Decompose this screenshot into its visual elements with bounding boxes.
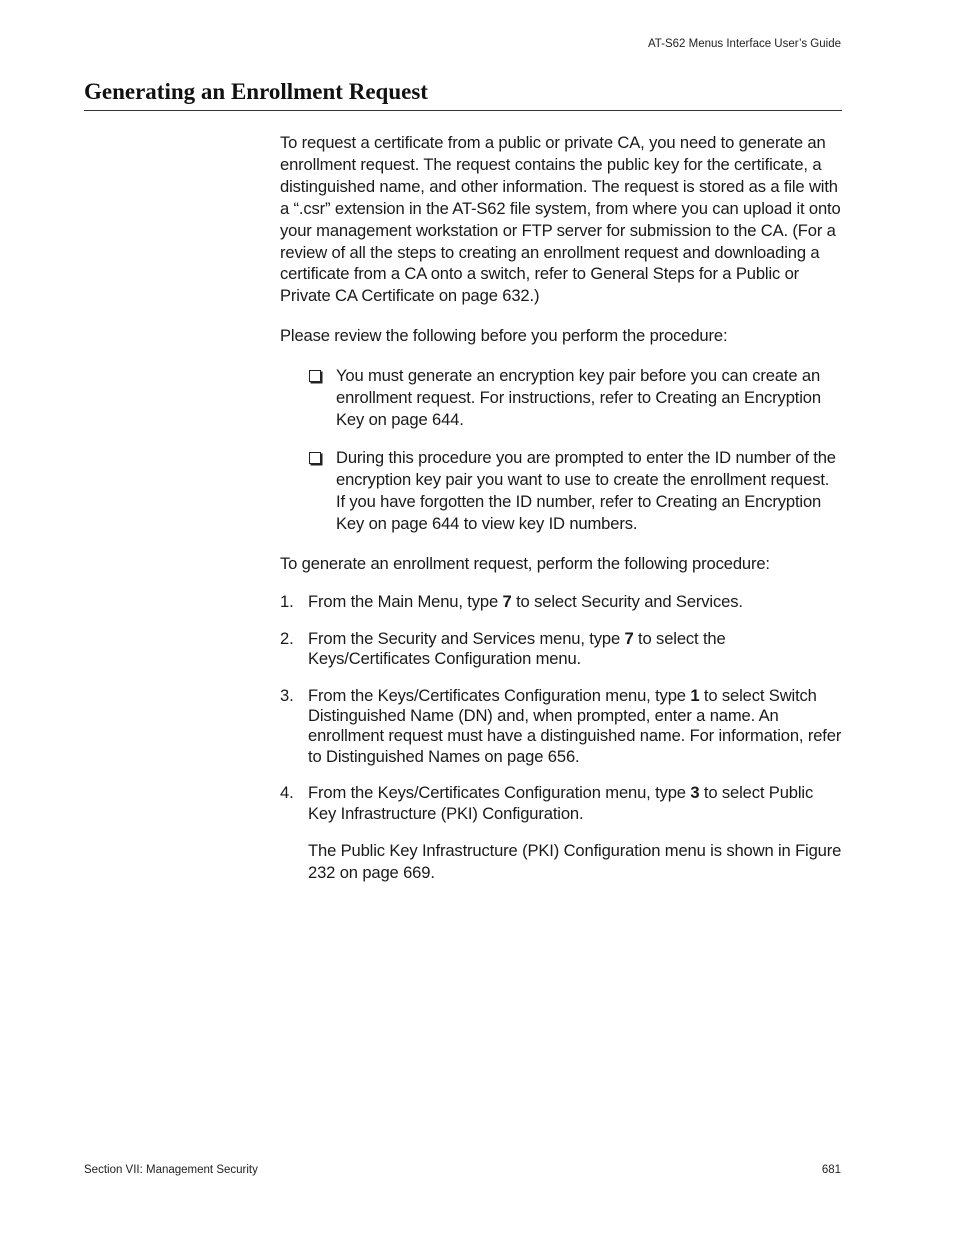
review-lead: Please review the following before you perform the procedure: — [280, 326, 728, 346]
prerequisite-item — [280, 365, 842, 431]
step-number: 3. — [280, 685, 294, 705]
prerequisite-item — [280, 447, 842, 535]
step-text: to select the Keys/Certificates Configuration menu. — [308, 628, 726, 669]
step-text: to select Security and Services. — [511, 592, 743, 612]
prerequisite-list — [280, 365, 842, 534]
checkbox-bullet-icon — [309, 452, 321, 464]
step-number: 1. — [280, 592, 294, 612]
procedure-step — [280, 686, 842, 768]
step-text: to select Public Key Infrastructure (PKI) Configuration. — [308, 783, 814, 823]
procedure-step — [280, 783, 842, 824]
step-key: 3 — [690, 783, 700, 803]
intro-paragraph: To request a certificate from a public or private CA, you need to generate an enrollment request. The request contains the public key for the certificate, a distinguished name, and other information. The request is stored as a file with a “.csr” extension in the AT-S62 file system, from where you can upload it onto your management workstation or FTP server for submission to the CA. (For a review of all the steps to creating an enrollment request and downloading a certificate from a CA onto a switch, refer to General Steps for a Public or Private CA Certificate on page 632.) — [280, 133, 841, 306]
procedure-step — [280, 592, 842, 612]
step-key: 1 — [690, 685, 700, 705]
step-text: From the Keys/Certificates Configuration menu, type — [308, 685, 691, 705]
step-key: 7 — [624, 628, 634, 648]
page-number: 681 — [821, 1164, 841, 1176]
step-text: From the Security and Services menu, type — [308, 628, 625, 648]
step-text: From the Keys/Certificates Configuration menu, type — [308, 783, 691, 803]
prerequisite-text: You must generate an encryption key pair before you can create an enrollment request. For instructions, refer to Creating an Encryption Key on page 644. — [336, 366, 821, 429]
checkbox-bullet-icon — [309, 370, 321, 382]
footer-section-label: Section VII: Management Security — [84, 1164, 258, 1176]
step-key: 7 — [502, 592, 512, 612]
step-text: From the Main Menu, type — [308, 592, 503, 612]
step-number: 4. — [280, 783, 294, 803]
procedure-lead: To generate an enrollment request, perform the following procedure: — [280, 553, 770, 573]
section-title: Generating an Enrollment Request — [84, 78, 842, 111]
procedure-steps — [280, 592, 842, 824]
running-header: AT-S62 Menus Interface User’s Guide — [647, 38, 841, 50]
procedure-step — [280, 629, 842, 670]
step-note: The Public Key Infrastructure (PKI) Configuration menu is shown in Figure 232 on page 669. — [308, 841, 842, 882]
step-number: 2. — [280, 628, 294, 648]
body-content — [280, 132, 842, 902]
prerequisite-text: During this procedure you are prompted to enter the ID number of the encryption key pair you want to use to create the enrollment request. If you have forgotten the ID number, refer to Creating an Encryption Key on page 644 to view key ID numbers. — [336, 447, 836, 533]
step-text: to select Switch Distinguished Name (DN) and, when prompted, enter a name. An enrollment request must have a distinguished name. For information, refer to Distinguished Names on page 656. — [308, 685, 842, 766]
